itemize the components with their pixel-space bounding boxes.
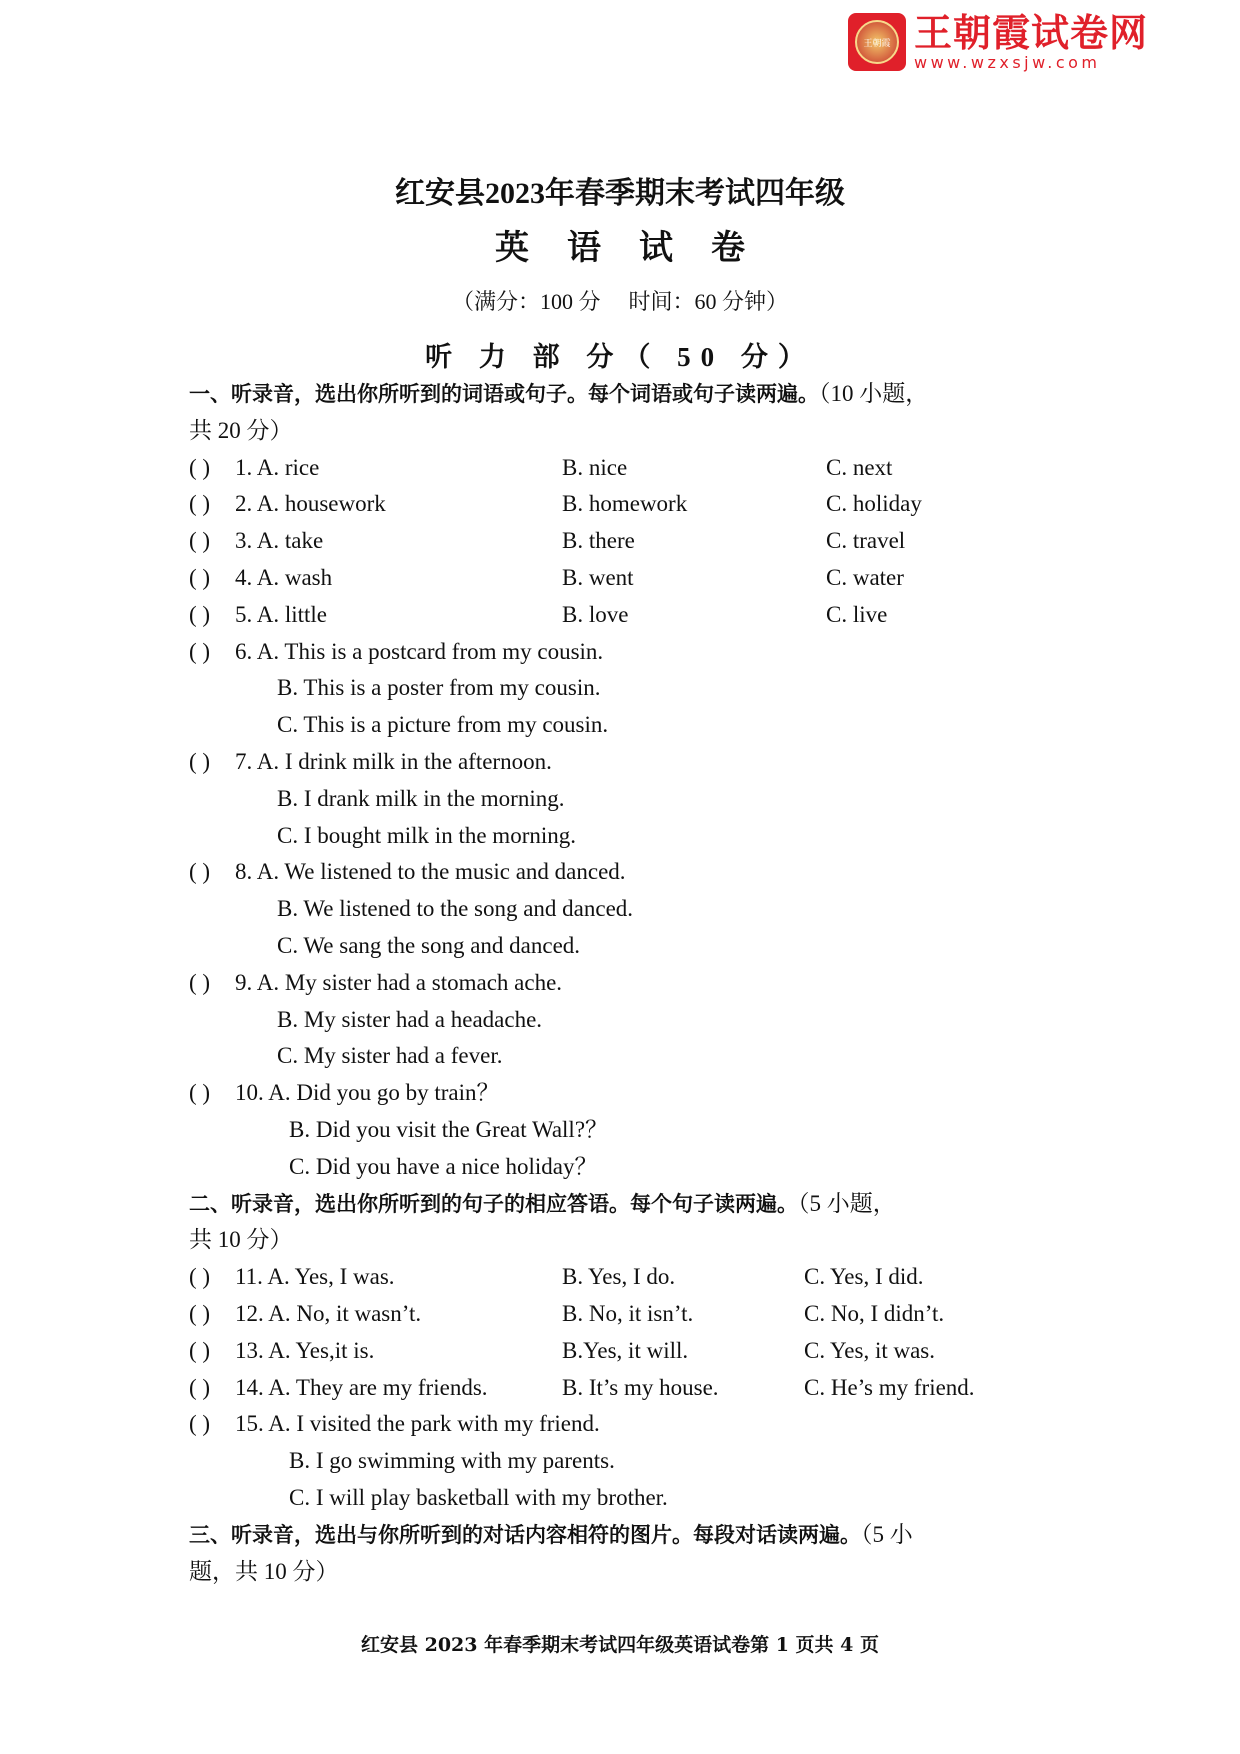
section-note: （5 小题，: [798, 1190, 896, 1216]
part-heading: 听 力 部 分（ 50 分）: [425, 342, 815, 372]
logo-url: www.wzxsjw.com: [914, 53, 1101, 72]
exam-body: [189, 376, 1069, 1590]
option-c: C. We sang the song and danced.: [277, 932, 581, 958]
option-b: B. went: [562, 564, 634, 590]
option-b: B. there: [562, 528, 635, 554]
question-option-row: [189, 1443, 1069, 1480]
option-b: B. I go swimming with my parents.: [289, 1448, 615, 1474]
option-c: C. My sister had a fever.: [277, 1043, 503, 1069]
full-score: （满分：100 分: [451, 289, 601, 314]
question-number: 2.: [235, 491, 253, 517]
option-c: C. This is a picture from my cousin.: [277, 712, 609, 738]
question-number: 14.: [235, 1374, 264, 1400]
option-b: B. Did you visit the Great Wall?？: [289, 1116, 609, 1142]
option-b: B. We listened to the song and danced.: [277, 896, 634, 922]
option-b: B. Yes, I do.: [562, 1264, 676, 1290]
option-a: A. Yes,it is.: [268, 1337, 375, 1363]
question-row: [189, 1406, 1069, 1443]
logo-badge-text: 王朝霞: [855, 20, 899, 64]
question-row: [189, 1259, 1069, 1296]
section-note: （5 小: [861, 1521, 913, 1547]
option-c: C. next: [826, 454, 893, 480]
exam-info: [0, 285, 1240, 316]
option-b: B. My sister had a headache.: [277, 1006, 543, 1032]
section-title: 一、听录音，选出你所听到的词语或句子。每个词语或句子读两遍。: [189, 381, 819, 406]
question-row: [189, 744, 1069, 781]
question-number: 8.: [235, 859, 253, 885]
answer-blank[interactable]: ( ): [189, 1374, 211, 1400]
question-row: [189, 1333, 1069, 1370]
option-a: A. I visited the park with my friend.: [268, 1411, 600, 1437]
question-row: [189, 450, 1069, 487]
option-b: B. It’s my house.: [562, 1374, 719, 1400]
question-option-row: [189, 670, 1069, 707]
question-option-row: [189, 818, 1069, 855]
question-row: [189, 597, 1069, 634]
question-row: [189, 965, 1069, 1002]
question-number: 9.: [235, 969, 253, 995]
option-a: A. take: [256, 528, 324, 554]
question-option-row: [189, 1112, 1069, 1149]
section-heading-cont: [189, 1222, 1069, 1259]
section-title: 二、听录音，选出你所听到的句子的相应答语。每个句子读两遍。: [189, 1190, 798, 1216]
site-logo: [848, 12, 1148, 72]
question-row: [189, 634, 1069, 671]
answer-blank[interactable]: ( ): [189, 601, 211, 627]
question-option-row: [189, 1002, 1069, 1039]
exam-subject: 英语试卷: [495, 230, 783, 267]
question-number: 4.: [235, 564, 253, 590]
option-c: C. holiday: [826, 491, 922, 517]
question-option-row: [189, 781, 1069, 818]
question-number: 12.: [235, 1300, 264, 1326]
option-a: A. housework: [256, 491, 386, 517]
question-row: [189, 523, 1069, 560]
question-row: [189, 1075, 1069, 1112]
question-row: [189, 486, 1069, 523]
option-c: C. I will play basketball with my brother.: [289, 1484, 668, 1510]
option-c: C. Yes, it was.: [804, 1337, 936, 1363]
answer-blank[interactable]: ( ): [189, 1337, 211, 1363]
option-a: A. No, it wasn’t.: [268, 1300, 422, 1326]
answer-blank[interactable]: ( ): [189, 1080, 211, 1106]
option-c: C. live: [826, 601, 888, 627]
section-heading: [189, 1517, 1069, 1554]
section-note-cont: 题，共 10 分）: [189, 1558, 339, 1584]
option-b: B. No, it isn’t.: [562, 1300, 694, 1326]
question-number: 7.: [235, 748, 253, 774]
section-heading: [189, 376, 1069, 413]
question-option-row: [189, 928, 1069, 965]
answer-blank[interactable]: ( ): [189, 564, 211, 590]
question-option-row: [189, 1149, 1069, 1186]
option-b: B. love: [562, 601, 629, 627]
question-option-row: [189, 1480, 1069, 1517]
option-c: C. water: [826, 564, 904, 590]
question-option-row: [189, 1038, 1069, 1075]
time-limit: 时间：60 分钟）: [628, 289, 789, 314]
question-row: [189, 854, 1069, 891]
logo-name: 王朝霞试卷网: [914, 11, 1149, 55]
option-b: B. This is a poster from my cousin.: [277, 675, 601, 701]
answer-blank[interactable]: ( ): [189, 1411, 211, 1437]
option-a: A. wash: [256, 564, 333, 590]
answer-blank[interactable]: ( ): [189, 1264, 211, 1290]
exam-title: 红安县2023年春季期末考试四年级: [395, 177, 845, 210]
option-c: C. He’s my friend.: [804, 1374, 975, 1400]
section-note-cont: 共 10 分）: [189, 1227, 293, 1253]
answer-blank[interactable]: ( ): [189, 1300, 211, 1326]
answer-blank[interactable]: ( ): [189, 859, 211, 885]
answer-blank[interactable]: ( ): [189, 528, 211, 554]
option-b: B. homework: [562, 491, 688, 517]
question-number: 3.: [235, 528, 253, 554]
question-number: 1.: [235, 454, 253, 480]
section-heading: [189, 1186, 1069, 1223]
logo-badge-icon: [848, 13, 906, 71]
option-c: C. Did you have a nice holiday？: [289, 1153, 598, 1179]
section-heading-cont: [189, 413, 1069, 450]
option-a: A. They are my friends.: [268, 1374, 488, 1400]
question-number: 5.: [235, 601, 253, 627]
question-option-row: [189, 707, 1069, 744]
option-c: C. No, I didn’t.: [804, 1300, 945, 1326]
section-note-cont: 共 20 分）: [189, 417, 293, 443]
question-number: 11.: [235, 1264, 263, 1290]
option-a: A. I drink milk in the afternoon.: [256, 748, 552, 774]
section-title: 三、听录音，选出与你所听到的对话内容相符的图片。每段对话读两遍。: [189, 1521, 861, 1547]
question-row: [189, 560, 1069, 597]
option-a: A. little: [256, 601, 328, 627]
answer-blank[interactable]: ( ): [189, 638, 211, 664]
question-number: 15.: [235, 1411, 264, 1437]
option-a: A. We listened to the music and danced.: [256, 859, 626, 885]
answer-blank[interactable]: ( ): [189, 969, 211, 995]
answer-blank[interactable]: ( ): [189, 748, 211, 774]
question-row: [189, 1296, 1069, 1333]
option-c: C. travel: [826, 528, 906, 554]
option-c: C. I bought milk in the morning.: [277, 822, 576, 848]
question-row: [189, 1370, 1069, 1407]
question-number: 10.: [235, 1080, 264, 1106]
option-b: B. nice: [562, 454, 628, 480]
answer-blank[interactable]: ( ): [189, 454, 211, 480]
question-number: 6.: [235, 638, 253, 664]
page-footer: 红安县 2023 年春季期末考试四年级英语试卷第 1 页共 4 页: [360, 1634, 879, 1656]
option-a: A. Yes, I was.: [267, 1264, 395, 1290]
question-number: 13.: [235, 1337, 264, 1363]
option-a: A. My sister had a stomach ache.: [256, 969, 563, 995]
option-c: C. Yes, I did.: [804, 1264, 924, 1290]
answer-blank[interactable]: ( ): [189, 491, 211, 517]
section-note: （10 小题，: [819, 381, 929, 406]
option-a: A. rice: [256, 454, 320, 480]
option-b: B. I drank milk in the morning.: [277, 785, 565, 811]
option-a: A. This is a postcard from my cousin.: [256, 638, 604, 664]
section-heading-cont: [189, 1554, 1069, 1591]
option-a: A. Did you go by train？: [268, 1080, 500, 1106]
question-option-row: [189, 891, 1069, 928]
option-b: B.Yes, it will.: [562, 1337, 689, 1363]
